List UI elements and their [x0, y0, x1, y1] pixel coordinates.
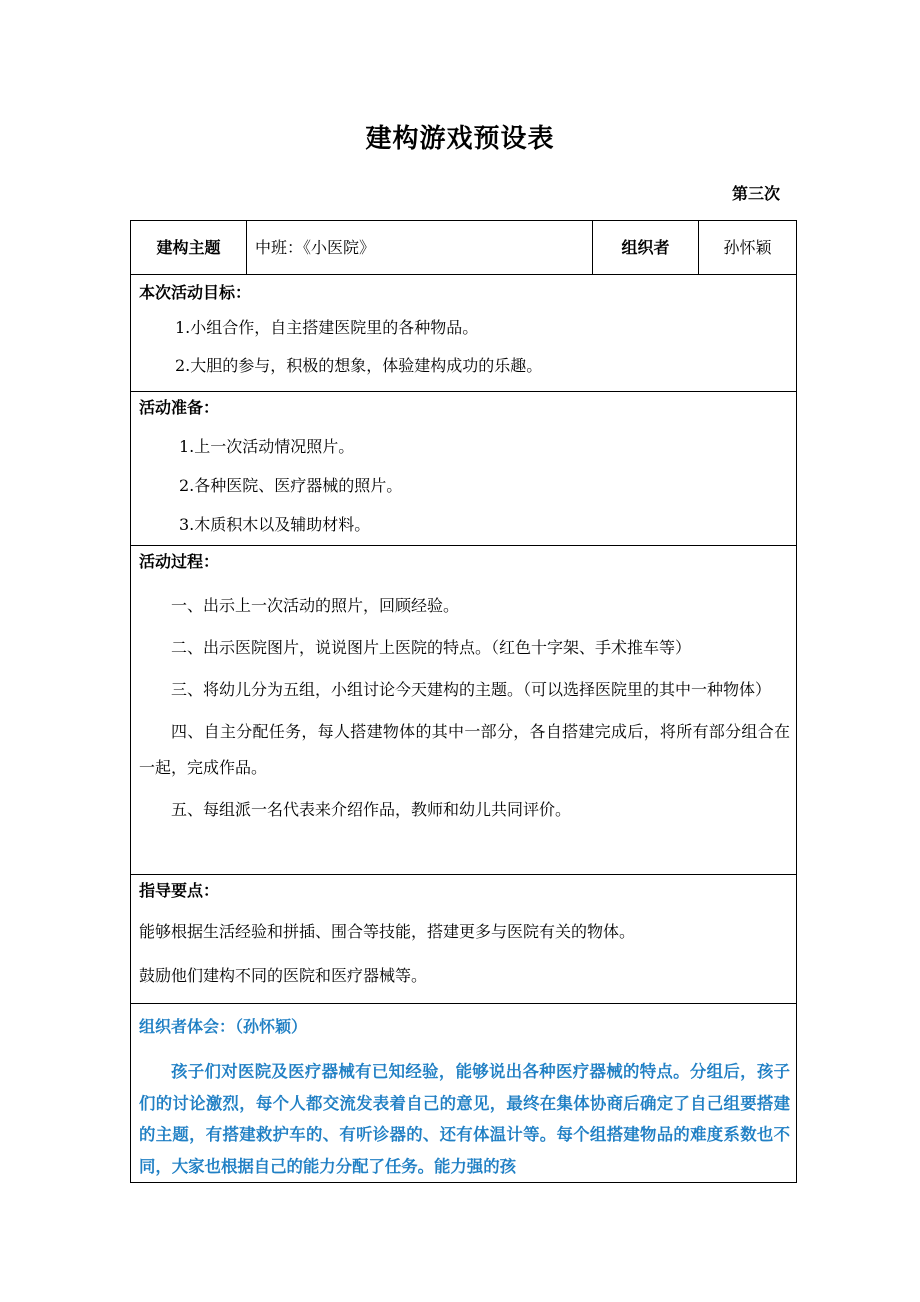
process-step: 三、将幼儿分为五组，小组讨论今天建构的主题。（可以选择医院里的其中一种物体）	[171, 680, 772, 699]
preparation-heading: 活动准备：	[139, 398, 220, 417]
organizer-value: 孙怀颖	[699, 221, 797, 275]
guidance-section	[131, 875, 797, 1004]
process-step: 四、自主分配任务，每人搭建物体的其中一部分，各自搭建完成后，将所有部分组合在一起，完成作品。	[139, 722, 790, 777]
preparation-item: 2.各种医院、医疗器械的照片。	[179, 476, 403, 495]
session-number: 第三次	[731, 184, 780, 203]
header-row	[131, 221, 797, 275]
organizer-label: 组织者	[593, 221, 699, 275]
process-step: 一、出示上一次活动的照片，回顾经验。	[171, 596, 460, 615]
goal-item: 2.大胆的参与，积极的想象，体验建构成功的乐趣。	[175, 356, 543, 375]
theme-value: 中班：《小医院》	[247, 221, 593, 275]
theme-label: 建构主题	[131, 221, 247, 275]
reflection-heading: 组织者体会：（孙怀颖）	[139, 1017, 308, 1036]
guidance-item: 鼓励他们建构不同的医院和医疗器械等。	[139, 966, 428, 985]
goals-section	[131, 275, 797, 392]
process-section	[131, 546, 797, 875]
preparation-item: 3.木质积木以及辅助材料。	[179, 515, 371, 534]
reflection-text: 孩子们对医院及医疗器械有已知经验，能够说出各种医疗器械的特点。分组后，孩子们的讨论激烈，每个人都交流发表着自己的意见，最终在集体协商后确定了自己组要搭建的主题，有搭建救护车的、有听诊器的、还有体温计等。每个组搭建物品的难度系数也不同，大家也根据自己的能力分配了任务。能力强的孩	[139, 1062, 790, 1176]
reflection-section	[131, 1004, 797, 1183]
process-step: 二、出示医院图片，说说图片上医院的特点。（红色十字架、手术推车等）	[171, 638, 692, 657]
document-title: 建构游戏预设表	[365, 124, 555, 154]
goal-item: 1.小组合作，自主搭建医院里的各种物品。	[175, 318, 479, 337]
process-heading: 活动过程：	[139, 552, 220, 571]
goals-heading: 本次活动目标：	[139, 283, 252, 302]
guidance-heading: 指导要点：	[139, 881, 220, 900]
process-step: 五、每组派一名代表来介绍作品，教师和幼儿共同评价。	[171, 800, 572, 819]
preparation-item: 1.上一次活动情况照片。	[179, 437, 355, 456]
preparation-section	[131, 392, 797, 546]
guidance-item: 能够根据生活经验和拼插、围合等技能，搭建更多与医院有关的物体。	[139, 922, 636, 941]
preset-table	[130, 220, 797, 1183]
